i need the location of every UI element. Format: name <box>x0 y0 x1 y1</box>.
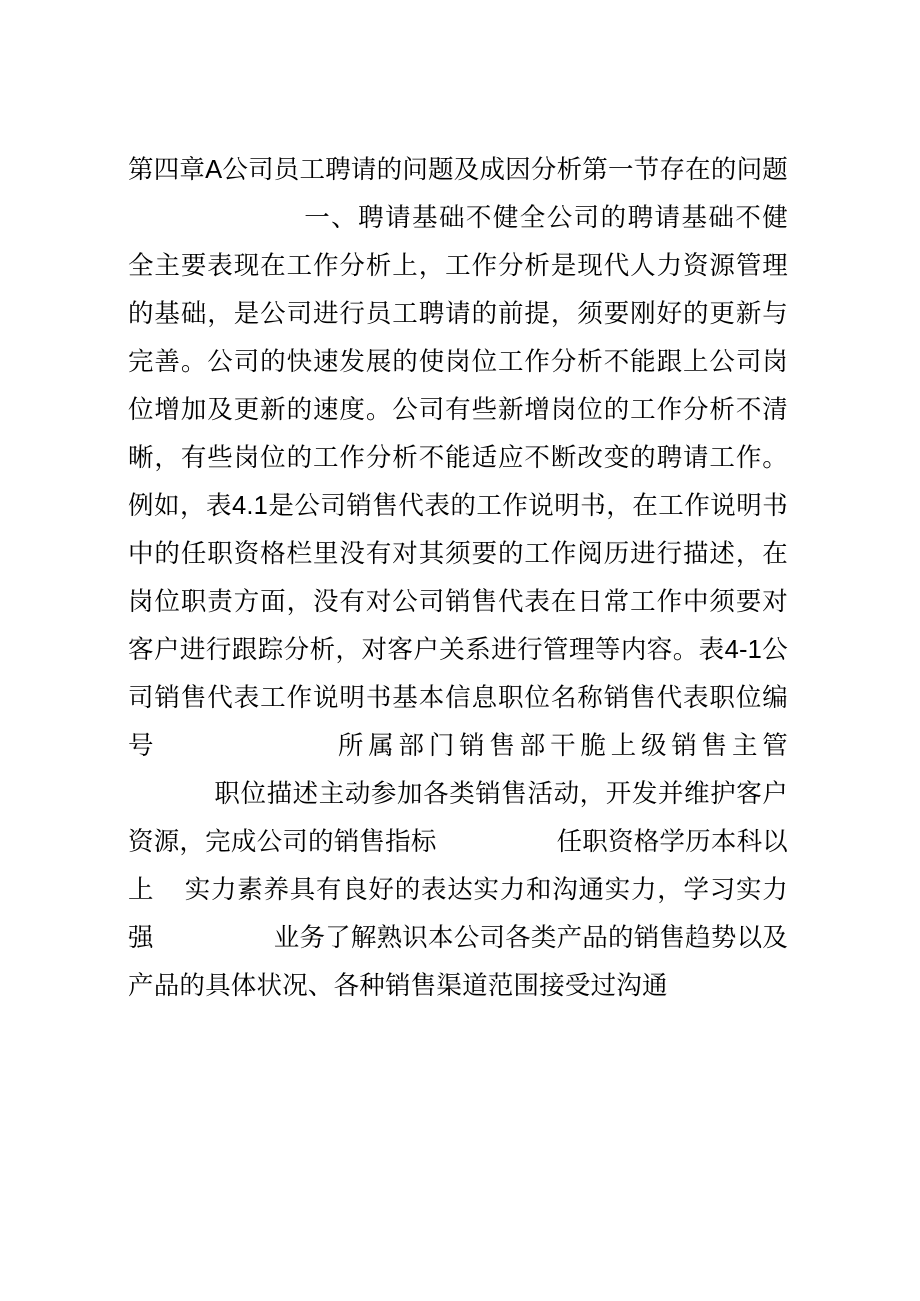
text-run: 公司的聘请基础不健全主要表现在工作分析上，工作分析是现代人力资源管理的基础，是公司进行员工聘请的前提，须要刚好的更新与完善。公司的快速发展的使岗位工作分析不能跟上公司岗位增加及更新的速度。公司有些新增岗位的工作分析不清晰，有些岗位的工作分析不能适应不断改变的聘请工作。例如，表4.1是公司销售代表的工作说明书，在工作说明书中的任职资格栏里没有对其须要的工作阅历进行描述，在岗位职责方面，没有对公司销售代表在日常工作中须要对客户进行跟踪分析，对客户关系进行管理等内容。表4-1公司销售代表工作说明书基本信息职位名称销售代表职位编号 <box>128 204 788 760</box>
text-run: 实力素养具有良好的表达实力和沟通实力，学习实力强 <box>128 876 788 952</box>
document-paragraph <box>128 146 788 1010</box>
text-run: 业务了解熟识本公司各类产品的销售趋势以及产品的具体状况、各种销售渠道范围接受过沟通 <box>128 924 788 1000</box>
text-run: 所属部门销售部干脆上级销售主管 <box>333 732 788 760</box>
document-text-block <box>128 146 788 1010</box>
text-run: 一、聘请基础不健全 <box>303 204 547 232</box>
text-run: 职位描述主动参加各类销售活动，开发并维护客户资源，完成公司的销售指标 <box>128 780 788 856</box>
text-run: 第四章A公司员工聘请的问题及成因分析第一节存在的问题 <box>128 156 788 184</box>
text-run: 任职资格学历本科以上 <box>128 828 788 904</box>
